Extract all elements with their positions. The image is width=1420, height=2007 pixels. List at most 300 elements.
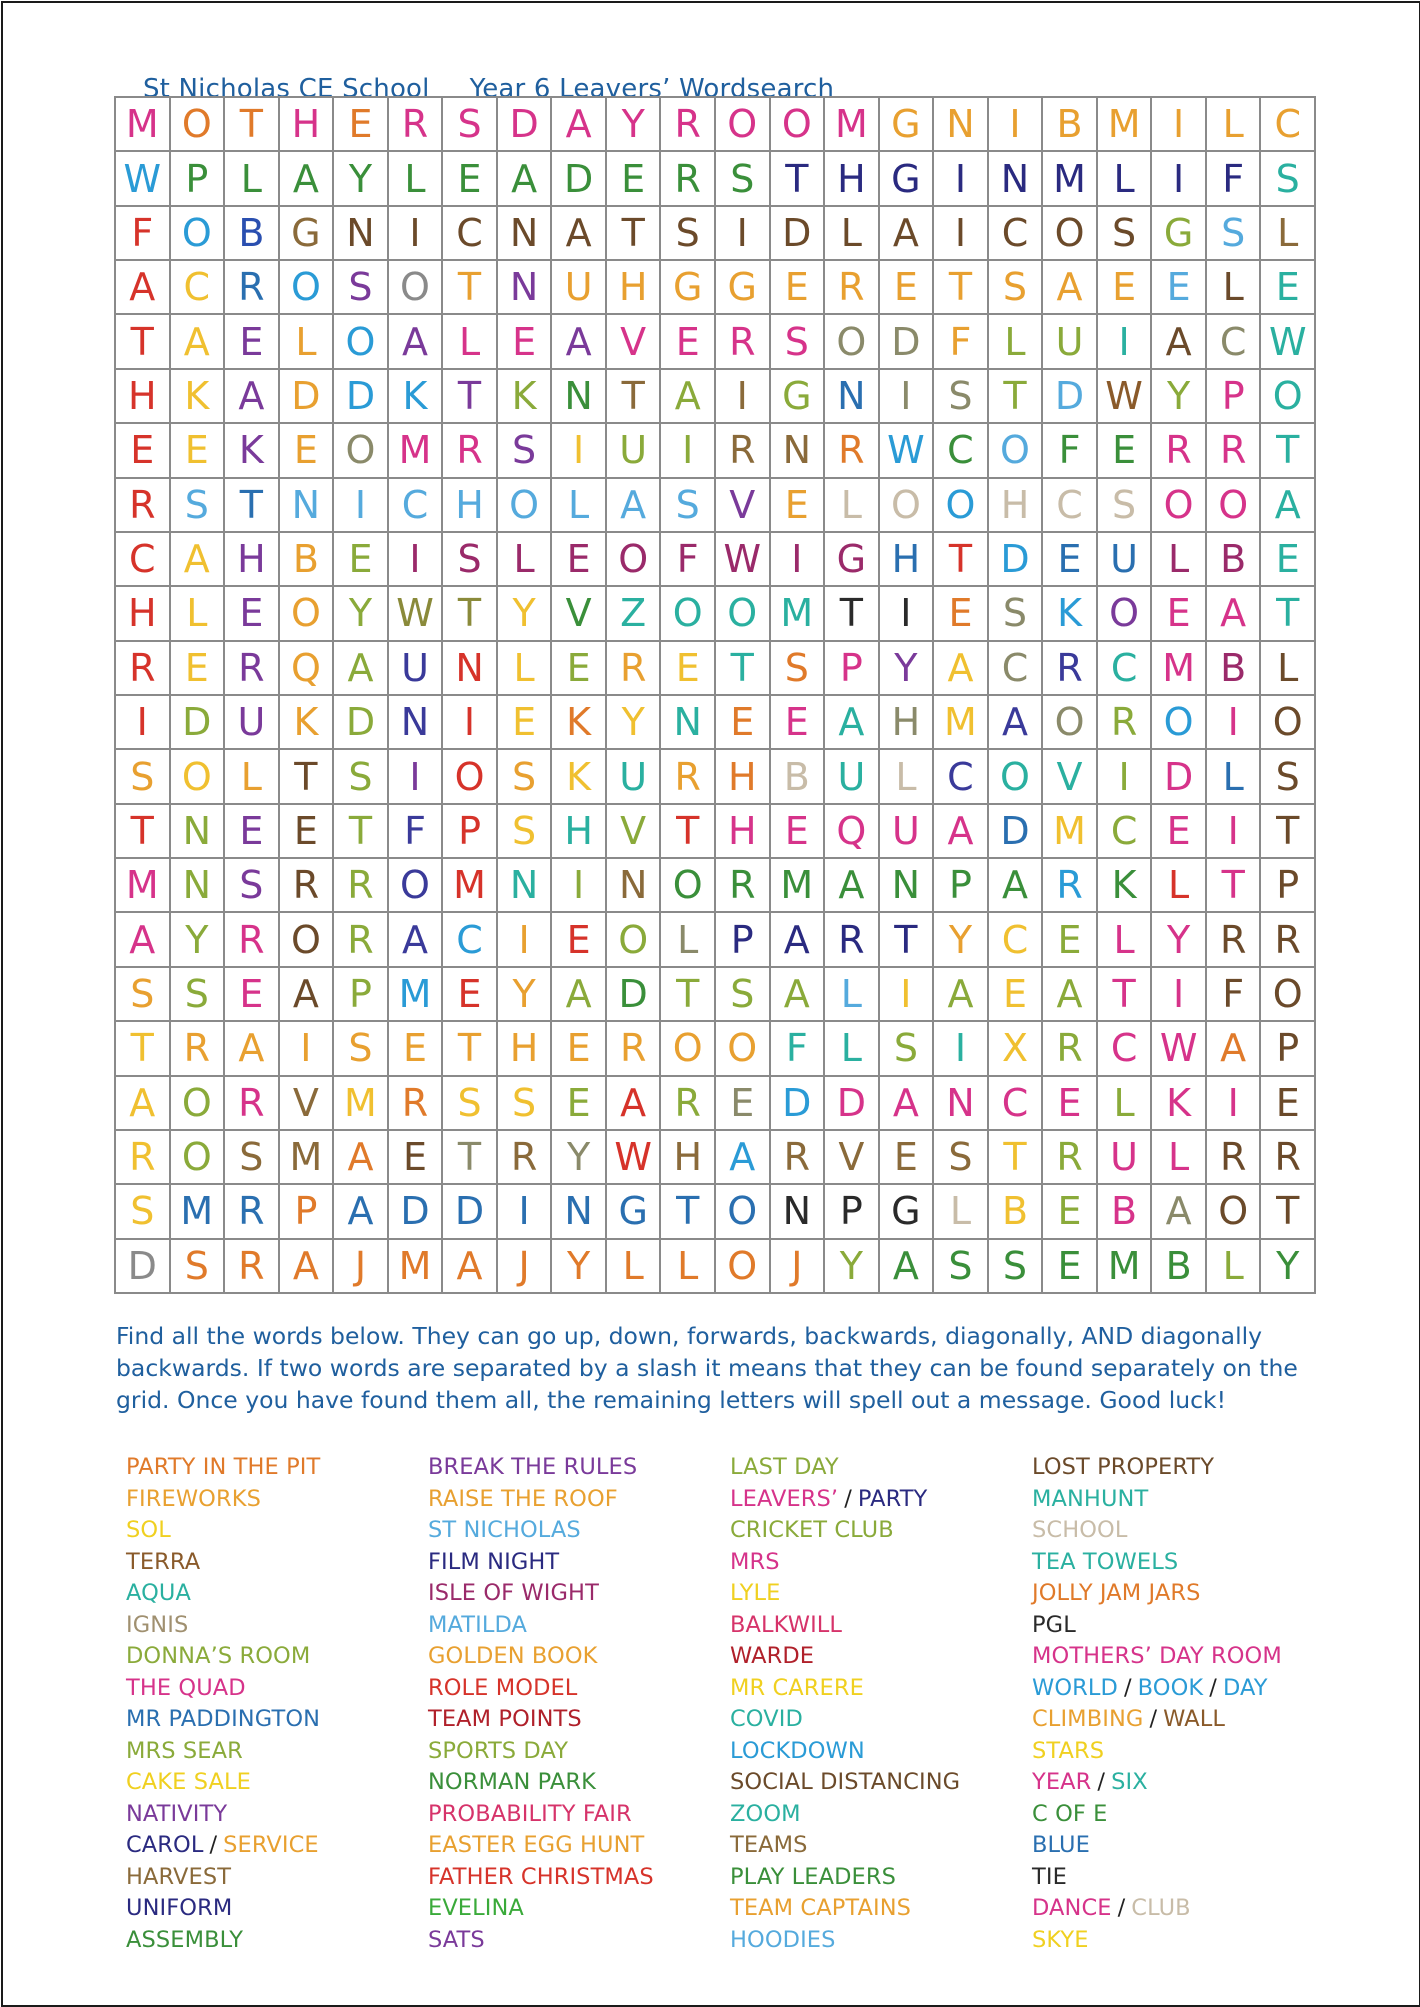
grid-cell[interactable]: Y — [552, 1240, 607, 1294]
grid-cell[interactable]: D — [880, 315, 935, 369]
grid-cell[interactable]: T — [1261, 1185, 1316, 1239]
grid-cell[interactable]: S — [989, 1240, 1044, 1294]
grid-cell[interactable]: G — [825, 533, 880, 587]
grid-cell[interactable]: L — [1261, 207, 1316, 261]
grid-cell[interactable]: M — [1152, 642, 1207, 696]
grid-cell[interactable]: O — [280, 913, 335, 967]
grid-cell[interactable]: E — [1043, 1077, 1098, 1131]
grid-cell[interactable]: L — [880, 750, 935, 804]
grid-cell[interactable]: T — [280, 750, 335, 804]
grid-cell[interactable]: T — [443, 261, 498, 315]
grid-cell[interactable]: I — [934, 207, 989, 261]
grid-cell[interactable]: R — [1261, 913, 1316, 967]
grid-cell[interactable]: N — [389, 696, 444, 750]
grid-cell[interactable]: M — [116, 98, 171, 152]
grid-cell[interactable]: D — [825, 1077, 880, 1131]
grid-cell[interactable]: R — [1098, 696, 1153, 750]
grid-cell[interactable]: I — [771, 533, 826, 587]
grid-cell[interactable]: L — [1098, 1077, 1153, 1131]
grid-cell[interactable]: A — [1152, 1185, 1207, 1239]
grid-cell[interactable]: A — [116, 913, 171, 967]
grid-cell[interactable]: E — [989, 968, 1044, 1022]
grid-cell[interactable]: R — [389, 1077, 444, 1131]
grid-cell[interactable]: E — [498, 696, 553, 750]
grid-cell[interactable]: D — [389, 1185, 444, 1239]
grid-cell[interactable]: P — [171, 152, 226, 206]
grid-cell[interactable]: T — [443, 370, 498, 424]
grid-cell[interactable]: Y — [334, 152, 389, 206]
grid-cell[interactable]: L — [825, 1022, 880, 1076]
grid-cell[interactable]: H — [989, 479, 1044, 533]
grid-cell[interactable]: R — [1043, 859, 1098, 913]
grid-cell[interactable]: R — [1043, 642, 1098, 696]
grid-cell[interactable]: R — [1261, 1131, 1316, 1185]
grid-cell[interactable]: I — [334, 479, 389, 533]
grid-cell[interactable]: A — [116, 1077, 171, 1131]
grid-cell[interactable]: U — [825, 750, 880, 804]
grid-cell[interactable]: R — [1152, 424, 1207, 478]
grid-cell[interactable]: W — [116, 152, 171, 206]
grid-cell[interactable]: C — [389, 479, 444, 533]
grid-cell[interactable]: T — [1261, 587, 1316, 641]
grid-cell[interactable]: T — [661, 1185, 716, 1239]
grid-cell[interactable]: E — [552, 1022, 607, 1076]
grid-cell[interactable]: A — [607, 479, 662, 533]
grid-cell[interactable]: T — [607, 370, 662, 424]
grid-cell[interactable]: I — [661, 424, 716, 478]
grid-cell[interactable]: C — [989, 913, 1044, 967]
grid-cell[interactable]: E — [771, 479, 826, 533]
grid-cell[interactable]: K — [280, 696, 335, 750]
grid-cell[interactable]: N — [171, 805, 226, 859]
grid-cell[interactable]: I — [552, 424, 607, 478]
grid-cell[interactable]: T — [1261, 805, 1316, 859]
grid-cell[interactable]: R — [1043, 1022, 1098, 1076]
grid-cell[interactable]: E — [934, 587, 989, 641]
grid-cell[interactable]: A — [334, 642, 389, 696]
grid-cell[interactable]: E — [880, 261, 935, 315]
grid-cell[interactable]: F — [661, 533, 716, 587]
grid-cell[interactable]: S — [1261, 152, 1316, 206]
grid-cell[interactable]: A — [934, 642, 989, 696]
grid-cell[interactable]: S — [171, 479, 226, 533]
grid-cell[interactable]: A — [716, 1131, 771, 1185]
grid-cell[interactable]: N — [934, 98, 989, 152]
grid-cell[interactable]: E — [1261, 533, 1316, 587]
grid-cell[interactable]: K — [1043, 587, 1098, 641]
grid-cell[interactable]: P — [1261, 859, 1316, 913]
grid-cell[interactable]: L — [607, 1240, 662, 1294]
grid-cell[interactable]: E — [1043, 1185, 1098, 1239]
grid-cell[interactable]: A — [880, 1077, 935, 1131]
grid-cell[interactable]: N — [825, 370, 880, 424]
grid-cell[interactable]: B — [280, 533, 335, 587]
grid-cell[interactable]: R — [280, 859, 335, 913]
grid-cell[interactable]: T — [989, 370, 1044, 424]
grid-cell[interactable]: S — [661, 207, 716, 261]
grid-cell[interactable]: R — [225, 1185, 280, 1239]
grid-cell[interactable]: M — [771, 859, 826, 913]
grid-cell[interactable]: O — [1207, 479, 1262, 533]
grid-cell[interactable]: E — [280, 805, 335, 859]
grid-cell[interactable]: I — [1098, 750, 1153, 804]
grid-cell[interactable]: H — [716, 805, 771, 859]
grid-cell[interactable]: K — [552, 750, 607, 804]
grid-cell[interactable]: M — [443, 859, 498, 913]
grid-cell[interactable]: S — [334, 261, 389, 315]
grid-cell[interactable]: D — [334, 696, 389, 750]
grid-cell[interactable]: L — [934, 1185, 989, 1239]
grid-cell[interactable]: H — [880, 696, 935, 750]
grid-cell[interactable]: R — [1043, 1131, 1098, 1185]
grid-cell[interactable]: O — [1152, 696, 1207, 750]
grid-cell[interactable]: R — [661, 750, 716, 804]
grid-cell[interactable]: N — [661, 696, 716, 750]
grid-cell[interactable]: I — [1207, 1077, 1262, 1131]
grid-cell[interactable]: E — [1261, 1077, 1316, 1131]
grid-cell[interactable]: E — [552, 1077, 607, 1131]
grid-cell[interactable]: T — [661, 968, 716, 1022]
grid-cell[interactable]: U — [552, 261, 607, 315]
grid-cell[interactable]: U — [225, 696, 280, 750]
grid-cell[interactable]: I — [552, 859, 607, 913]
grid-cell[interactable]: R — [661, 98, 716, 152]
grid-cell[interactable]: E — [334, 533, 389, 587]
grid-cell[interactable]: A — [552, 315, 607, 369]
grid-cell[interactable]: O — [334, 424, 389, 478]
grid-cell[interactable]: B — [771, 750, 826, 804]
grid-cell[interactable]: A — [334, 1131, 389, 1185]
grid-cell[interactable]: H — [280, 98, 335, 152]
grid-cell[interactable]: I — [498, 1185, 553, 1239]
grid-cell[interactable]: F — [389, 805, 444, 859]
grid-cell[interactable]: F — [116, 207, 171, 261]
grid-cell[interactable]: T — [661, 805, 716, 859]
grid-cell[interactable]: I — [880, 587, 935, 641]
grid-cell[interactable]: I — [1098, 315, 1153, 369]
grid-cell[interactable]: S — [934, 1240, 989, 1294]
grid-cell[interactable]: R — [334, 913, 389, 967]
grid-cell[interactable]: T — [989, 1131, 1044, 1185]
grid-cell[interactable]: S — [171, 968, 226, 1022]
grid-cell[interactable]: W — [716, 533, 771, 587]
grid-cell[interactable]: U — [607, 424, 662, 478]
grid-cell[interactable]: W — [1152, 1022, 1207, 1076]
grid-cell[interactable]: S — [1261, 750, 1316, 804]
grid-cell[interactable]: C — [934, 750, 989, 804]
grid-cell[interactable]: M — [389, 968, 444, 1022]
grid-cell[interactable]: Y — [1152, 370, 1207, 424]
grid-cell[interactable]: S — [771, 642, 826, 696]
grid-cell[interactable]: O — [498, 479, 553, 533]
grid-cell[interactable]: E — [443, 968, 498, 1022]
grid-cell[interactable]: N — [934, 1077, 989, 1131]
grid-cell[interactable]: W — [1261, 315, 1316, 369]
grid-cell[interactable]: S — [661, 479, 716, 533]
grid-cell[interactable]: N — [498, 859, 553, 913]
grid-cell[interactable]: L — [825, 207, 880, 261]
grid-cell[interactable]: I — [389, 207, 444, 261]
grid-cell[interactable]: M — [280, 1131, 335, 1185]
grid-cell[interactable]: W — [880, 424, 935, 478]
grid-cell[interactable]: B — [1207, 642, 1262, 696]
grid-cell[interactable]: O — [171, 207, 226, 261]
grid-cell[interactable]: K — [171, 370, 226, 424]
grid-cell[interactable]: R — [225, 1077, 280, 1131]
grid-cell[interactable]: L — [825, 479, 880, 533]
grid-cell[interactable]: T — [225, 98, 280, 152]
grid-cell[interactable]: T — [443, 1022, 498, 1076]
grid-cell[interactable]: R — [225, 1240, 280, 1294]
grid-cell[interactable]: R — [661, 1077, 716, 1131]
grid-cell[interactable]: E — [389, 1022, 444, 1076]
grid-cell[interactable]: H — [552, 805, 607, 859]
grid-cell[interactable]: H — [880, 533, 935, 587]
grid-cell[interactable]: M — [389, 1240, 444, 1294]
grid-cell[interactable]: L — [171, 587, 226, 641]
grid-cell[interactable]: R — [607, 1022, 662, 1076]
grid-cell[interactable]: S — [498, 750, 553, 804]
grid-cell[interactable]: R — [225, 261, 280, 315]
grid-cell[interactable]: C — [443, 207, 498, 261]
grid-cell[interactable]: Y — [607, 98, 662, 152]
grid-cell[interactable]: M — [1098, 1240, 1153, 1294]
grid-cell[interactable]: S — [334, 1022, 389, 1076]
grid-cell[interactable]: I — [1152, 968, 1207, 1022]
grid-cell[interactable]: F — [1043, 424, 1098, 478]
grid-cell[interactable]: O — [171, 750, 226, 804]
grid-cell[interactable]: Y — [498, 968, 553, 1022]
grid-cell[interactable]: D — [771, 207, 826, 261]
grid-cell[interactable]: D — [1152, 750, 1207, 804]
grid-cell[interactable]: L — [1152, 533, 1207, 587]
grid-cell[interactable]: S — [498, 1077, 553, 1131]
grid-cell[interactable]: U — [880, 805, 935, 859]
grid-cell[interactable]: A — [607, 1077, 662, 1131]
grid-cell[interactable]: N — [552, 370, 607, 424]
grid-cell[interactable]: V — [607, 315, 662, 369]
grid-cell[interactable]: S — [989, 587, 1044, 641]
grid-cell[interactable]: E — [880, 1131, 935, 1185]
grid-cell[interactable]: R — [443, 424, 498, 478]
grid-cell[interactable]: G — [661, 261, 716, 315]
grid-cell[interactable]: S — [716, 152, 771, 206]
grid-cell[interactable]: K — [498, 370, 553, 424]
grid-cell[interactable]: L — [1207, 750, 1262, 804]
grid-cell[interactable]: O — [880, 479, 935, 533]
grid-cell[interactable]: A — [171, 533, 226, 587]
grid-cell[interactable]: D — [280, 370, 335, 424]
grid-cell[interactable]: M — [1098, 98, 1153, 152]
grid-cell[interactable]: Q — [280, 642, 335, 696]
grid-cell[interactable]: P — [1207, 370, 1262, 424]
grid-cell[interactable]: B — [989, 1185, 1044, 1239]
grid-cell[interactable]: E — [661, 315, 716, 369]
grid-cell[interactable]: O — [280, 261, 335, 315]
grid-cell[interactable]: D — [498, 98, 553, 152]
grid-cell[interactable]: E — [116, 424, 171, 478]
grid-cell[interactable]: E — [1261, 261, 1316, 315]
grid-cell[interactable]: O — [1261, 370, 1316, 424]
grid-cell[interactable]: G — [880, 1185, 935, 1239]
grid-cell[interactable]: S — [989, 261, 1044, 315]
grid-cell[interactable]: R — [607, 642, 662, 696]
grid-cell[interactable]: V — [825, 1131, 880, 1185]
grid-cell[interactable]: O — [661, 859, 716, 913]
grid-cell[interactable]: I — [1152, 98, 1207, 152]
grid-cell[interactable]: P — [825, 1185, 880, 1239]
grid-cell[interactable]: M — [771, 587, 826, 641]
grid-cell[interactable]: R — [771, 1131, 826, 1185]
grid-cell[interactable]: Y — [171, 913, 226, 967]
grid-cell[interactable]: G — [1152, 207, 1207, 261]
grid-cell[interactable]: A — [1207, 1022, 1262, 1076]
grid-cell[interactable]: Y — [1152, 913, 1207, 967]
grid-cell[interactable]: S — [116, 968, 171, 1022]
grid-cell[interactable]: T — [1207, 859, 1262, 913]
grid-cell[interactable]: R — [716, 424, 771, 478]
grid-cell[interactable]: G — [716, 261, 771, 315]
grid-cell[interactable]: C — [1043, 479, 1098, 533]
grid-cell[interactable]: A — [989, 859, 1044, 913]
grid-cell[interactable]: C — [989, 642, 1044, 696]
grid-cell[interactable]: E — [1043, 533, 1098, 587]
grid-cell[interactable]: F — [771, 1022, 826, 1076]
grid-cell[interactable]: T — [225, 479, 280, 533]
grid-cell[interactable]: R — [825, 424, 880, 478]
grid-cell[interactable]: N — [880, 859, 935, 913]
grid-cell[interactable]: R — [171, 1022, 226, 1076]
grid-cell[interactable]: E — [1152, 587, 1207, 641]
grid-cell[interactable]: C — [116, 533, 171, 587]
grid-cell[interactable]: S — [934, 1131, 989, 1185]
grid-cell[interactable]: A — [825, 859, 880, 913]
grid-cell[interactable]: L — [225, 750, 280, 804]
grid-cell[interactable]: O — [716, 587, 771, 641]
grid-cell[interactable]: A — [280, 968, 335, 1022]
grid-cell[interactable]: Z — [607, 587, 662, 641]
grid-cell[interactable]: V — [280, 1077, 335, 1131]
grid-cell[interactable]: O — [334, 315, 389, 369]
grid-cell[interactable]: M — [334, 1077, 389, 1131]
grid-cell[interactable]: O — [171, 98, 226, 152]
grid-cell[interactable]: I — [934, 1022, 989, 1076]
grid-cell[interactable]: K — [1098, 859, 1153, 913]
grid-cell[interactable]: H — [225, 533, 280, 587]
grid-cell[interactable]: O — [989, 750, 1044, 804]
grid-cell[interactable]: A — [1207, 587, 1262, 641]
grid-cell[interactable]: E — [225, 805, 280, 859]
grid-cell[interactable]: J — [334, 1240, 389, 1294]
grid-cell[interactable]: N — [989, 152, 1044, 206]
grid-cell[interactable]: O — [716, 1185, 771, 1239]
grid-cell[interactable]: R — [661, 152, 716, 206]
grid-cell[interactable]: X — [989, 1022, 1044, 1076]
grid-cell[interactable]: H — [116, 587, 171, 641]
grid-cell[interactable]: O — [661, 1022, 716, 1076]
grid-cell[interactable]: G — [880, 98, 935, 152]
grid-cell[interactable]: A — [771, 968, 826, 1022]
grid-cell[interactable]: S — [225, 859, 280, 913]
grid-cell[interactable]: L — [1152, 859, 1207, 913]
grid-cell[interactable]: R — [825, 261, 880, 315]
grid-cell[interactable]: I — [280, 1022, 335, 1076]
grid-cell[interactable]: K — [552, 696, 607, 750]
grid-cell[interactable]: A — [552, 968, 607, 1022]
grid-cell[interactable]: E — [225, 587, 280, 641]
grid-cell[interactable]: P — [443, 805, 498, 859]
grid-cell[interactable]: A — [825, 696, 880, 750]
grid-cell[interactable]: P — [334, 968, 389, 1022]
grid-cell[interactable]: R — [716, 315, 771, 369]
grid-cell[interactable]: R — [225, 913, 280, 967]
grid-cell[interactable]: C — [989, 207, 1044, 261]
grid-cell[interactable]: J — [771, 1240, 826, 1294]
grid-cell[interactable]: U — [1098, 533, 1153, 587]
grid-cell[interactable]: H — [661, 1131, 716, 1185]
grid-cell[interactable]: A — [443, 1240, 498, 1294]
grid-cell[interactable]: E — [171, 642, 226, 696]
grid-cell[interactable]: R — [1207, 424, 1262, 478]
grid-cell[interactable]: L — [1098, 152, 1153, 206]
grid-cell[interactable]: N — [607, 859, 662, 913]
grid-cell[interactable]: Y — [607, 696, 662, 750]
grid-cell[interactable]: I — [716, 370, 771, 424]
grid-cell[interactable]: H — [607, 261, 662, 315]
grid-cell[interactable]: E — [716, 1077, 771, 1131]
grid-cell[interactable]: U — [1098, 1131, 1153, 1185]
grid-cell[interactable]: A — [1043, 968, 1098, 1022]
grid-cell[interactable]: O — [607, 533, 662, 587]
grid-cell[interactable]: K — [1152, 1077, 1207, 1131]
grid-cell[interactable]: B — [1098, 1185, 1153, 1239]
grid-cell[interactable]: E — [771, 261, 826, 315]
grid-cell[interactable]: R — [716, 859, 771, 913]
grid-cell[interactable]: P — [1261, 1022, 1316, 1076]
grid-cell[interactable]: A — [389, 315, 444, 369]
grid-cell[interactable]: H — [825, 152, 880, 206]
grid-cell[interactable]: B — [1152, 1240, 1207, 1294]
grid-cell[interactable]: D — [607, 968, 662, 1022]
grid-cell[interactable]: A — [1152, 315, 1207, 369]
grid-cell[interactable]: O — [934, 479, 989, 533]
grid-cell[interactable]: O — [1043, 207, 1098, 261]
grid-cell[interactable]: T — [607, 207, 662, 261]
grid-cell[interactable]: I — [498, 913, 553, 967]
grid-cell[interactable]: Y — [552, 1131, 607, 1185]
grid-cell[interactable]: C — [1261, 98, 1316, 152]
grid-cell[interactable]: E — [1043, 913, 1098, 967]
grid-cell[interactable]: O — [1152, 479, 1207, 533]
grid-cell[interactable]: R — [389, 98, 444, 152]
grid-cell[interactable]: R — [116, 479, 171, 533]
grid-cell[interactable]: O — [171, 1131, 226, 1185]
grid-cell[interactable]: L — [280, 315, 335, 369]
grid-cell[interactable]: S — [716, 968, 771, 1022]
grid-cell[interactable]: C — [171, 261, 226, 315]
grid-cell[interactable]: T — [825, 587, 880, 641]
grid-cell[interactable]: W — [607, 1131, 662, 1185]
grid-cell[interactable]: D — [989, 533, 1044, 587]
grid-cell[interactable]: L — [498, 533, 553, 587]
grid-cell[interactable]: R — [825, 913, 880, 967]
grid-cell[interactable]: D — [1043, 370, 1098, 424]
grid-cell[interactable]: L — [1152, 1131, 1207, 1185]
grid-cell[interactable]: T — [934, 533, 989, 587]
grid-cell[interactable]: E — [498, 315, 553, 369]
grid-cell[interactable]: O — [716, 1022, 771, 1076]
grid-cell[interactable]: E — [1152, 261, 1207, 315]
